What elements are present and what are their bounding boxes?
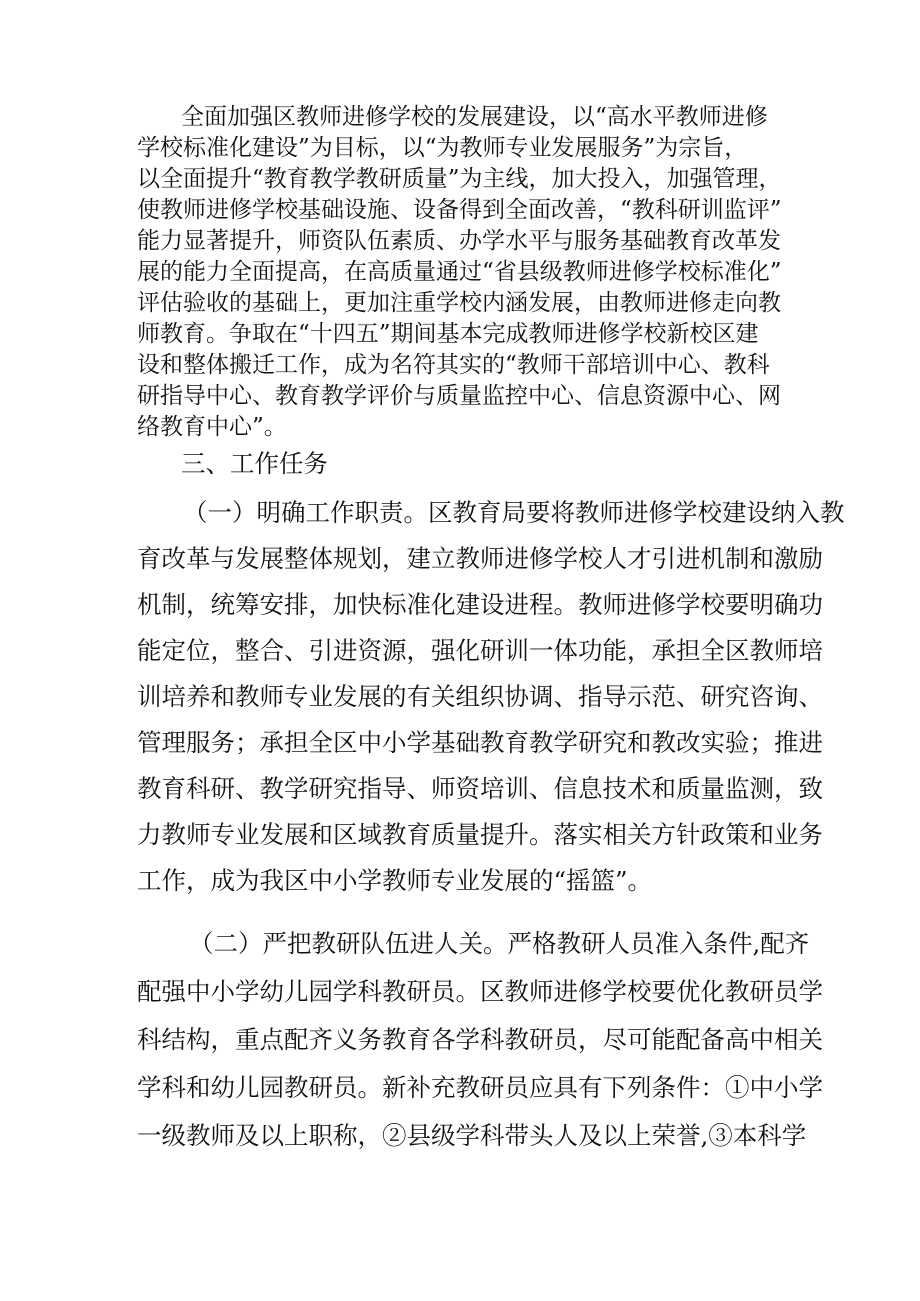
paragraph-1-line-5: 能力显著提升，师资队伍素质、办学水平与服务基础教育改革发 <box>137 228 781 254</box>
paragraph-2-line-8: 力教师专业发展和区域教育质量提升。落实相关方针政策和业务 <box>137 820 823 849</box>
paragraph-2-line-4: 能定位，整合、引进资源，强化研训一体功能，承担全区教师培 <box>137 636 823 665</box>
paragraph-2-line-7: 教育科研、教学研究指导、师资培训、信息技术和质量监测，致 <box>137 774 823 803</box>
paragraph-2-line-6: 管理服务；承担全区中小学基础教育教学研究和教改实验；推进 <box>137 728 823 757</box>
paragraph-1-line-1: 全面加强区教师进修学校的发展建设，以“高水平教师进修 <box>181 104 768 130</box>
paragraph-2-line-5: 训培养和教师专业发展的有关组织协调、指导示范、研究咨询、 <box>137 682 823 711</box>
paragraph-2-line-1: （一）明确工作职责。区教育局要将教师进修学校建设纳入教 <box>183 498 845 527</box>
paragraph-2-line-9: 工作，成为我区中小学教师专业发展的“摇篮”。 <box>137 866 653 895</box>
paragraph-1-line-9: 设和整体搬迁工作，成为名符其实的“教师干部培训中心、教科 <box>137 352 770 378</box>
paragraph-1-line-7: 评估验收的基础上，更加注重学校内涵发展，由教师进修走向教 <box>137 290 781 316</box>
paragraph-1-line-2: 学校标准化建设”为目标，以“为教师专业发展服务”为宗旨， <box>137 135 748 161</box>
paragraph-1-line-10: 研指导中心、教育教学评价与质量监控中心、信息资源中心、网 <box>137 383 781 409</box>
paragraph-2-line-2: 育改革与发展整体规划，建立教师进修学校人才引进机制和激励 <box>137 544 823 573</box>
paragraph-3-line-5: 一级教师及以上职称，②县级学科带头人及以上荣誉,③本科学 <box>137 1121 807 1150</box>
paragraph-3-line-2: 配强中小学幼儿园学科教研员。区教师进修学校要优化教研员学 <box>137 977 823 1006</box>
paragraph-3-line-4: 学科和幼儿园教研员。新补充教研员应具有下列条件：①中小学 <box>137 1073 823 1102</box>
paragraph-1-line-4: 使教师进修学校基础设施、设备得到全面改善，“教科研训监评” <box>137 197 782 223</box>
paragraph-1-line-3: 以全面提升“教育教学教研质量”为主线，加大投入，加强管理， <box>137 166 782 192</box>
paragraph-1-line-8: 师教育。争取在“十四五”期间基本完成教师进修学校新校区建 <box>137 321 759 347</box>
paragraph-1-line-11: 络教育中心”。 <box>137 414 287 440</box>
paragraph-3-line-1: （二）严把教研队伍进人关。严格教研人员准入条件,配齐 <box>189 929 810 958</box>
paragraph-2-line-3: 机制，统筹安排，加快标准化建设进程。教师进修学校要明确功 <box>137 590 823 619</box>
paragraph-3-line-3: 科结构，重点配齐义务教育各学科教研员，尽可能配备高中相关 <box>137 1025 823 1054</box>
paragraph-1-line-6: 展的能力全面提高，在高质量通过“省县级教师进修学校标准化” <box>137 259 782 285</box>
section-heading: 三、工作任务 <box>181 449 328 478</box>
